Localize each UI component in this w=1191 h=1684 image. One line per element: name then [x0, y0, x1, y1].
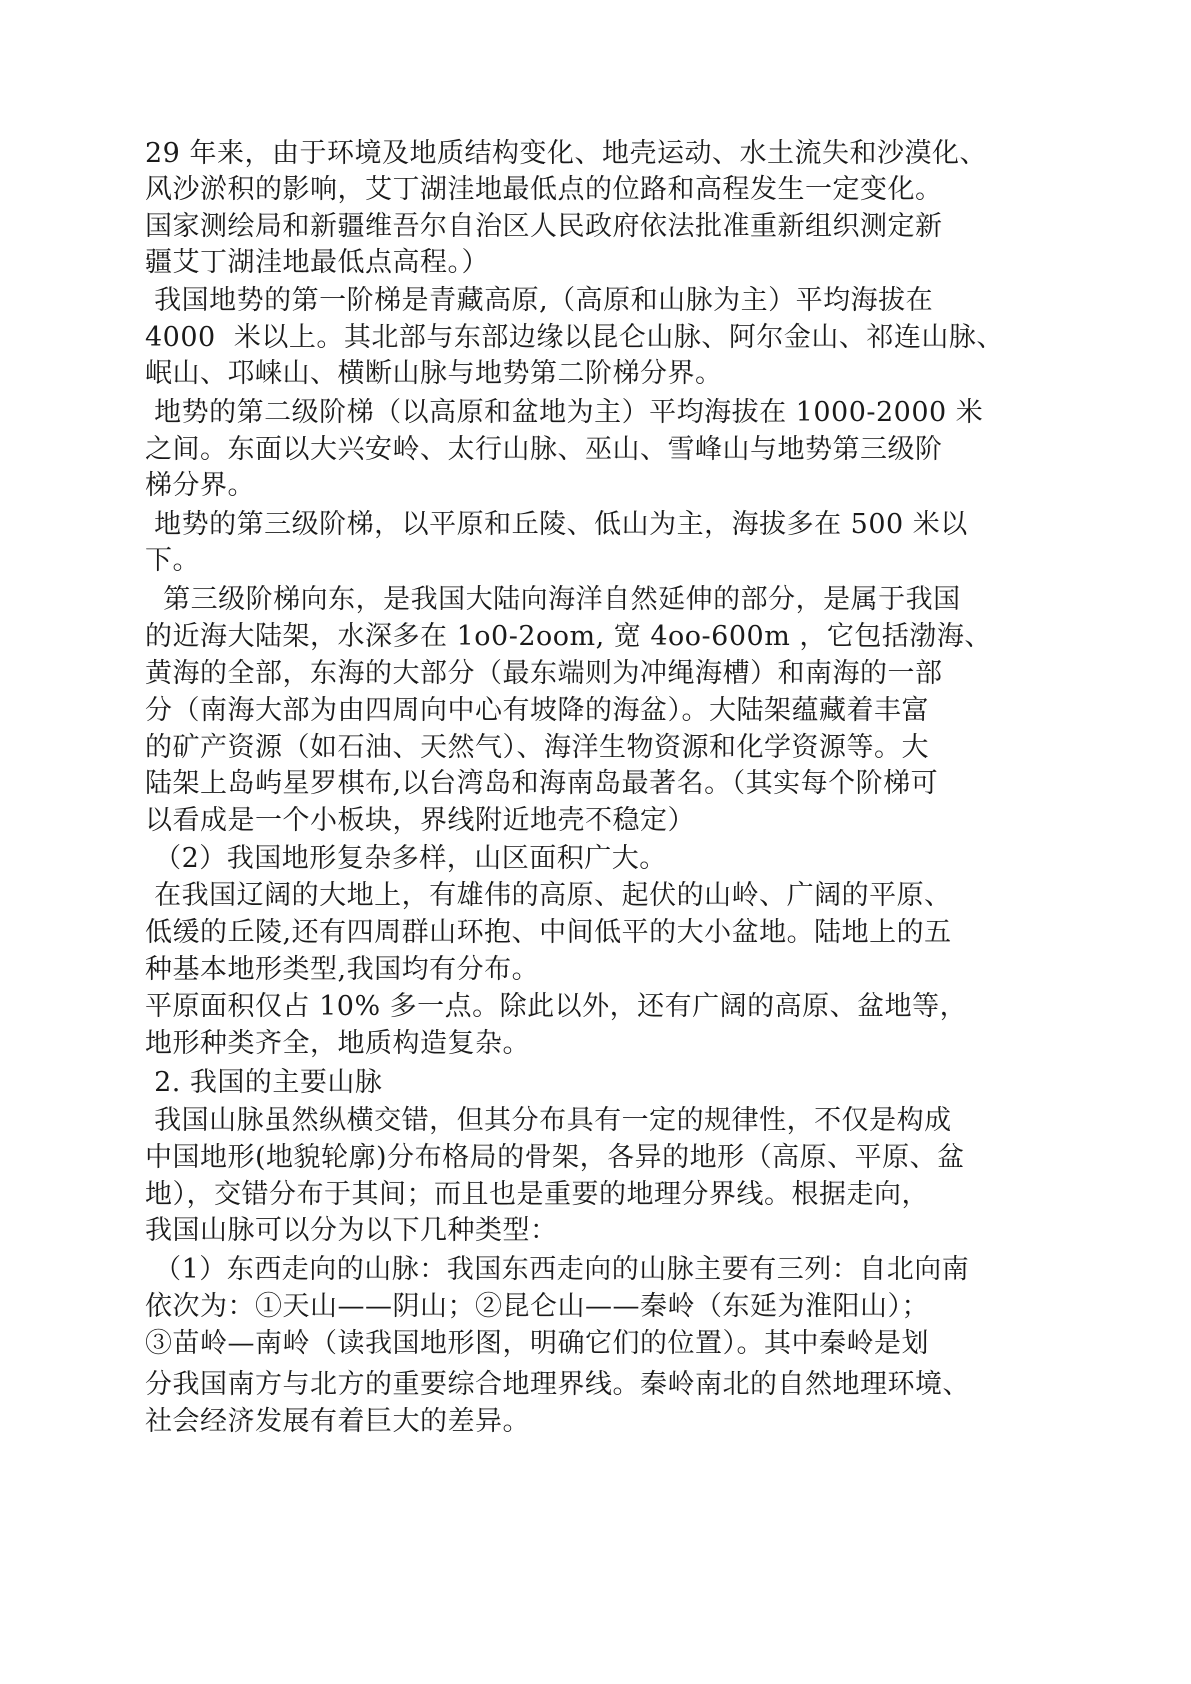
text-line: 社会经济发展有着巨大的差异。	[145, 1406, 530, 1437]
text-line: 地势的第三级阶梯，以平原和丘陵、低山为主，海拔多在 500 米以	[145, 509, 968, 540]
text-line: 分（南海大部为由四周向中心有坡降的海盆）。大陆架蕴藏着丰富	[145, 695, 929, 726]
text-line: 梯分界。	[145, 470, 255, 501]
text-line: 地形种类齐全，地质构造复杂。	[145, 1028, 530, 1059]
text-line: 地），交错分布于其间；而且也是重要的地理分界线。根据走向，	[145, 1179, 929, 1210]
text-line: 我国山脉可以分为以下几种类型：	[145, 1215, 558, 1246]
text-line: 依次为：①天山——阴山；②昆仑山——秦岭（东延为淮阳山）；	[145, 1291, 929, 1322]
text-line: 我国山脉虽然纵横交错，但其分布具有一定的规律性，不仅是构成	[145, 1105, 952, 1136]
text-line: 下。	[145, 545, 200, 576]
text-line: 之间。东面以大兴安岭、太行山脉、巫山、雪峰山与地势第三级阶	[145, 434, 943, 465]
text-line: 2. 我国的主要山脉	[145, 1067, 383, 1098]
text-line: 陆架上岛屿星罗棋布,以台湾岛和海南岛最著名。（其实每个阶梯可	[145, 768, 939, 799]
text-line: 第三级阶梯向东，是我国大陆向海洋自然延伸的部分，是属于我国	[145, 584, 961, 615]
text-line: 分我国南方与北方的重要综合地理界线。秦岭南北的自然地理环境、	[145, 1369, 970, 1400]
text-line: 4000 米以上。其北部与东部边缘以昆仑山脉、阿尔金山、祁连山脉、	[145, 322, 1004, 353]
text-line: ③苗岭—南岭（读我国地形图，明确它们的位置）。其中秦岭是划	[145, 1328, 929, 1359]
text-line: 国家测绘局和新疆维吾尔自治区人民政府依法批准重新组织测定新	[145, 211, 943, 242]
text-line: 中国地形(地貌轮廓)分布格局的骨架，各异的地形（高原、平原、盆	[145, 1142, 965, 1173]
text-line: 风沙淤积的影响，艾丁湖洼地最低点的位路和高程发生一定变化。	[145, 174, 943, 205]
text-line: 黄海的全部，东海的大部分（最东端则为冲绳海槽）和南海的一部	[145, 658, 943, 689]
text-line: （2）我国地形复杂多样，山区面积广大。	[145, 843, 667, 874]
text-line: 29 年来，由于环境及地质结构变化、地壳运动、水土流失和沙漠化、	[145, 138, 987, 169]
text-line: 低缓的丘陵,还有四周群山环抱、中间低平的大小盆地。陆地上的五	[145, 917, 952, 948]
text-line: 的矿产资源（如石油、天然气）、海洋生物资源和化学资源等。大	[145, 732, 929, 763]
text-line: 以看成是一个小板块，界线附近地壳不稳定）	[145, 805, 695, 836]
text-line: 平原面积仅占 10% 多一点。除此以外，还有广阔的高原、盆地等，	[145, 991, 968, 1022]
text-line: 岷山、邛崃山、横断山脉与地势第二阶梯分界。	[145, 358, 723, 389]
text-line: 我国地势的第一阶梯是青藏高原,（高原和山脉为主）平均海拔在	[145, 285, 934, 316]
text-line: 种基本地形类型,我国均有分布。	[145, 954, 540, 985]
text-line: 地势的第二级阶梯（以高原和盆地为主）平均海拔在 1000-2000 米	[145, 397, 984, 428]
text-line: 疆艾丁湖洼地最低点高程。）	[145, 247, 489, 278]
text-line: 的近海大陆架，水深多在 1o0-2oom, 宽 4oo-600m ，它包括渤海、	[145, 621, 992, 652]
text-line: （1）东西走向的山脉：我国东西走向的山脉主要有三列：自北向南	[145, 1254, 970, 1285]
text-line: 在我国辽阔的大地上，有雄伟的高原、起伏的山岭、广阔的平原、	[145, 880, 952, 911]
